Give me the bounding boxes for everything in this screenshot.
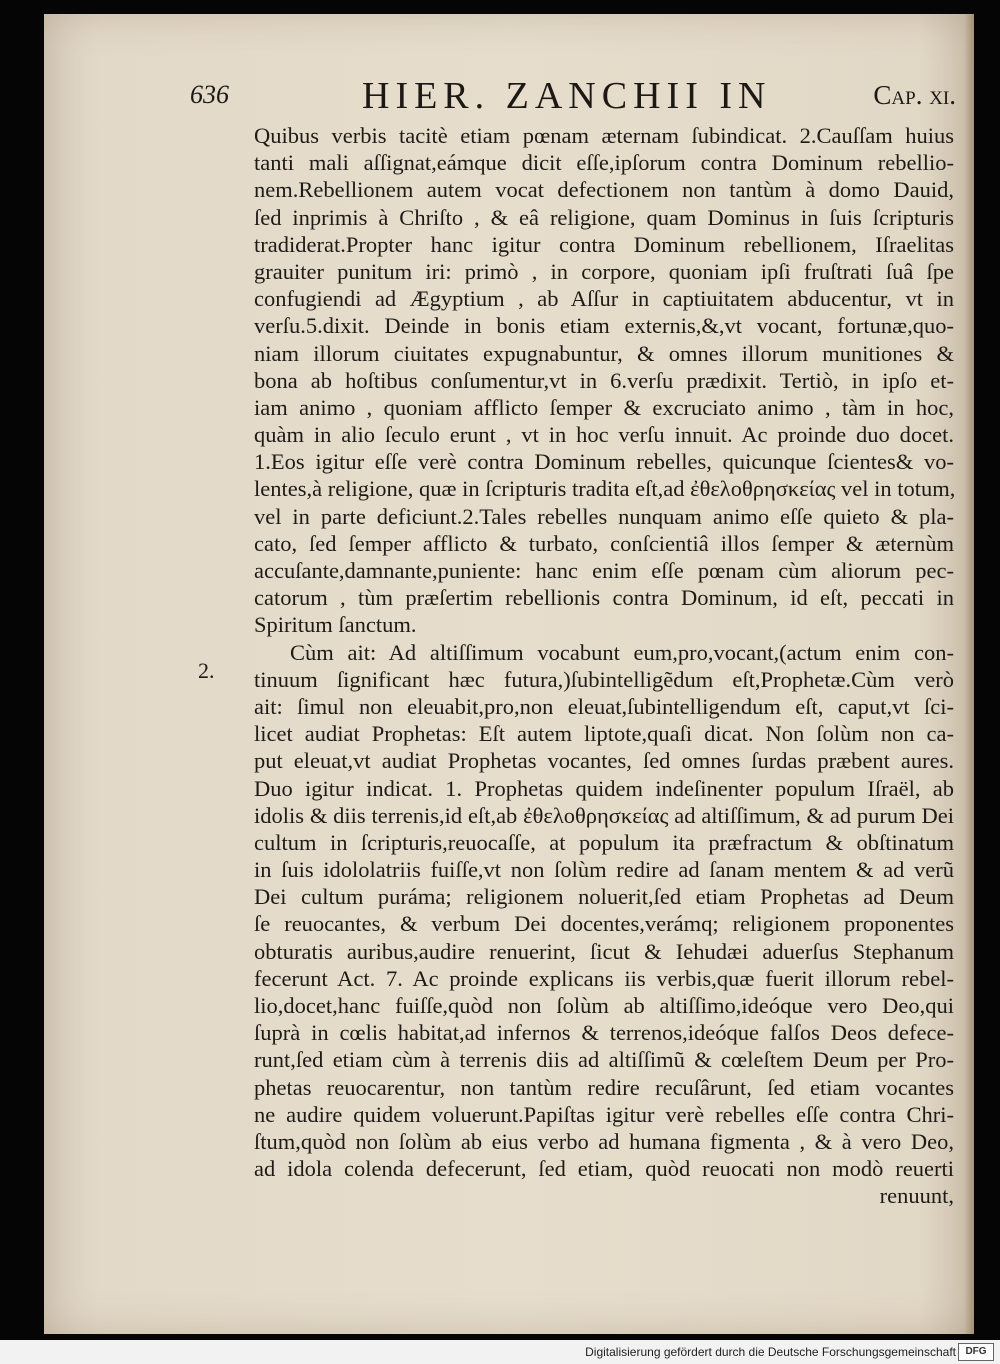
- text-line: obturatis auribus,audire renuerint, ſicut & Iehudæi aduerſus Stephanum: [254, 938, 954, 964]
- text-line: Duo igitur indicat. 1. Prophetas quidem indeſinenter populum Iſraël, ab: [254, 775, 954, 801]
- text-line: nem.Rebellionem autem vocat defectionem non tantùm à domo Dauid,: [254, 177, 954, 203]
- dfg-logo: DFG: [958, 1343, 994, 1361]
- text-line: verſu.5.dixit. Deinde in bonis etiam externis,&,vt vocant, fortunæ,quo-: [254, 313, 954, 339]
- text-line: tinuum ſignificant hæc futura,)ſubintelligẽdum eſt,Prophetæ.Cùm verò: [254, 666, 954, 692]
- text-line: tradiderat.Propter hanc igitur contra Dominum rebellionem, Iſraelitas: [254, 231, 954, 257]
- text-line: phetas reuocarentur, non tantùm redire recuſârunt, ſed etiam vocantes: [254, 1074, 954, 1100]
- text-line: iam animo , quoniam afflicto ſemper & excruciato animo , tàm in hoc,: [254, 394, 954, 420]
- running-header: [190, 72, 956, 117]
- text-line: ſtum,quòd non ſolùm ab eius verbo ad humana figmenta , & à vero Deo,: [254, 1128, 954, 1154]
- text-line: lentes,à religione, quæ in ſcripturis tradita eſt,ad ἐθελοθρησκείας vel in totum,: [254, 476, 956, 502]
- text-line: cultum in ſcripturis,reuocaſſe, at populum ita præfractum & obſtinatum: [254, 829, 954, 855]
- text-line: idolis & diis terrenis,id eſt,ab ἐθελοθρησκείας ad altiſſimum, & ad purum Dei: [254, 802, 954, 828]
- funding-credit: Digitalisierung gefördert durch die Deutsche Forschungsgemeinschaft: [585, 1345, 956, 1359]
- text-line: Dei cultum puráma; religionem noluerit,ſed etiam Prophetas ad Deum: [254, 884, 954, 910]
- text-line: in ſuis idololatriis fuiſſe,vt non ſolùm redire ad ſanam mentem & ad verũ: [254, 857, 954, 883]
- text-line: catorum , tùm præſertim rebellionis contra Dominum, id eſt, peccati in: [254, 585, 954, 611]
- text-line: tanti mali aſſignat,eámque dicit eſſe,ipſorum contra Dominum rebellio-: [254, 150, 954, 176]
- text-line: quàm in alio ſeculo erunt , vt in hoc verſu innuit. Ac proinde duo docet.: [254, 422, 954, 448]
- text-line: niam illorum ciuitates expugnabuntur, & omnes illorum munitiones &: [254, 340, 954, 366]
- text-line: Quibus verbis tacitè etiam pœnam æternam ſubindicat. 2.Cauſſam huius: [254, 123, 954, 148]
- digitization-footer: [0, 1340, 1000, 1364]
- text-line: cato, ſed ſemper afflicto & turbato, conſcientiâ illos ſemper & æternùm: [254, 530, 954, 556]
- text-line: ſuprà in cœlis habitat,ad infernos & terrenos,ideóque falſos Deos defece-: [254, 1020, 954, 1046]
- text-line: bona ab hoſtibus conſumentur,vt in 6.verſu prædixit. Tertiò, in ipſo et-: [254, 367, 954, 393]
- text-line: grauiter punitum iri: primò , in corpore, quoniam ipſi fruſtrati ſuâ ſpe: [254, 258, 954, 284]
- text-line: ait: ſimul non eleuabit,pro,non eleuat,ſubintelligendum eſt, caput,vt ſci-: [254, 693, 954, 719]
- margin-note: 2.: [198, 658, 215, 683]
- text-line: put eleuat,vt audiat Prophetas vocantes, ſed omnes ſurdas præbent aures.: [254, 748, 954, 774]
- text-line: runt,ſed etiam cùm à terrenis diis ad altiſſimũ & cœleſtem Deum per Pro-: [254, 1047, 954, 1073]
- text-line: ſe reuocantes, & verbum Dei docentes,verámq; religionem proponentes: [254, 911, 954, 937]
- body-text: [254, 122, 954, 1210]
- catchword: renuunt,: [879, 1183, 954, 1209]
- text-line: Cùm ait: Ad altiſſimum vocabunt eum,pro,vocant,(actum enim con-: [290, 639, 954, 665]
- running-title: HIER. ZANCHII IN: [362, 75, 772, 117]
- text-line: ad idola colenda defecerunt, ſed etiam, quòd reuocati non modò reuerti: [254, 1156, 954, 1182]
- page-number: 636: [190, 80, 229, 109]
- text-line: Spiritum ſanctum.: [254, 612, 417, 638]
- page-edge-shadow: [964, 14, 974, 1334]
- text-line: vel in parte deficiunt.2.Tales rebelles nunquam animo eſſe quieto & pla-: [254, 503, 954, 529]
- text-line: accuſante,damnante,puniente: hanc enim eſſe pœnam cùm aliorum pec-: [254, 558, 954, 583]
- text-line: confugiendi ad Ægyptium , ab Aſſur in captiuitatem abducentur, vt in: [254, 286, 954, 312]
- text-line: ne audire quidem voluerunt.Papiſtas igitur verè rebelles eſſe contra Chri-: [254, 1101, 954, 1127]
- text-line: fecerunt Act. 7. Ac proinde explicans iis verbis,quæ fuerit illorum rebel-: [254, 965, 954, 991]
- chapter-label: Cap. xi.: [873, 80, 956, 110]
- text-line: 1.Eos igitur eſſe verè contra Dominum rebelles, quicunque ſcientes& vo-: [254, 449, 954, 475]
- text-line: licet audiat Prophetas: Eſt autem liptote,quaſi dicat. Non ſolùm non ca-: [254, 721, 954, 747]
- text-line: lio,docet,hanc fuiſſe,quòd non ſolùm ab altiſſimo,ideóque vero Deo,qui: [254, 993, 954, 1018]
- text-line: ſed inprimis à Chriſto , & eâ religione, quam Dominus in ſuis ſcripturis: [254, 204, 954, 230]
